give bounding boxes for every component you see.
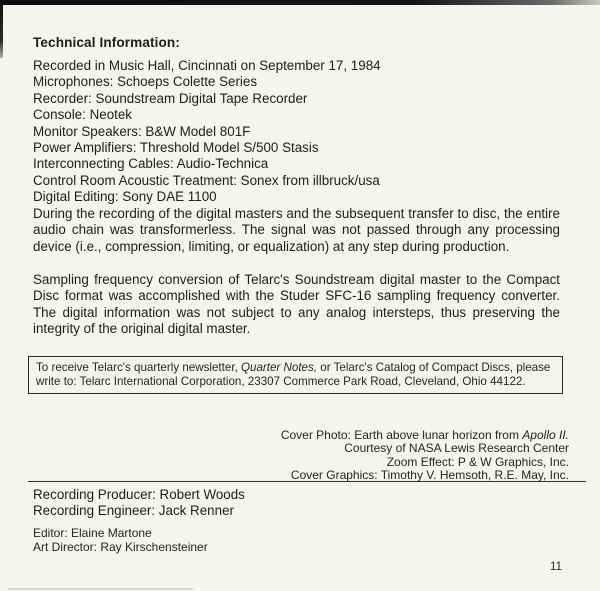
personnel-secondary-block <box>33 527 208 555</box>
scan-edge-top <box>0 0 600 5</box>
personnel-primary-block <box>33 487 245 519</box>
tech-spec-line: Recorder: Soundstream Digital Tape Recorder <box>33 90 308 106</box>
art-director-line: Art Director: Ray Kirschensteiner <box>33 539 208 554</box>
tech-spec-line: Digital Editing: Sony DAE 1100 <box>33 189 217 205</box>
technical-spec-list <box>33 58 563 206</box>
credits-divider <box>28 481 586 482</box>
scan-edge-left <box>0 0 3 58</box>
recording-producer-line: Recording Producer: Robert Woods <box>33 487 245 502</box>
body-paragraph-sampling: Sampling frequency conversion of Telarc's Soundstream digital master to the Compact Disc format was accomplished with the Studer SFC-16 sampling frequency converter. The digital information was not subject to any analog intersteps, thus preserving the integrity of the original digital master. <box>33 272 560 337</box>
tech-spec-line: Recorded in Music Hall, Cincinnati on September 17, 1984 <box>33 58 381 73</box>
tech-spec-line: Control Room Acoustic Treatment: Sonex from illbruck/usa <box>33 172 380 188</box>
cover-credits-block <box>281 429 569 483</box>
newsletter-title-italic: Quarter Notes, <box>240 361 318 374</box>
tech-spec-line: Microphones: Schoeps Colette Series <box>33 74 258 90</box>
credit-line-cover-graphics: Cover Graphics: Timothy V. Hemsoth, R.E. May, Inc. <box>290 468 569 483</box>
credit-line-zoom-effect: Zoom Effect: P & W Graphics, Inc. <box>386 454 569 469</box>
credit-line-courtesy: Courtesy of NASA Lewis Research Center <box>344 441 569 456</box>
tech-spec-line: Interconnecting Cables: Audio-Technica <box>33 156 269 172</box>
editor-line: Editor: Elaine Martone <box>33 526 152 540</box>
recording-engineer-line: Recording Engineer: Jack Renner <box>33 502 234 518</box>
newsletter-text-suffix: or Telarc's Catalog of Compact Discs, please write to: Telarc International Corporation, 23307 Commerce Park Road, Cleveland, Ohio 44122. <box>36 361 551 388</box>
tech-spec-line: Power Amplifiers: Threshold Model S/500 Stasis <box>33 140 319 156</box>
scan-smudge-bottom <box>8 588 193 590</box>
newsletter-text-prefix: To receive Telarc's quarterly newsletter, <box>36 361 241 374</box>
cover-photo-mission-italic: Apollo II. <box>522 428 569 442</box>
technical-information-heading: Technical Information: <box>33 35 180 50</box>
body-paragraph-recording: During the recording of the digital masters and the subsequent transfer to disc, the entire audio chain was transformerless. The signal was not passed through any processing device (i.e., compression, limiting, or equalization) at any step during production. <box>33 206 560 254</box>
credit-line-cover-photo <box>281 429 569 442</box>
page-number: 11 <box>550 561 562 573</box>
newsletter-box <box>28 356 563 394</box>
tech-spec-line: Monitor Speakers: B&W Model 801F <box>33 123 251 139</box>
cover-photo-text: Cover Photo: Earth above lunar horizon from <box>280 428 523 442</box>
tech-spec-line: Console: Neotek <box>33 107 132 123</box>
